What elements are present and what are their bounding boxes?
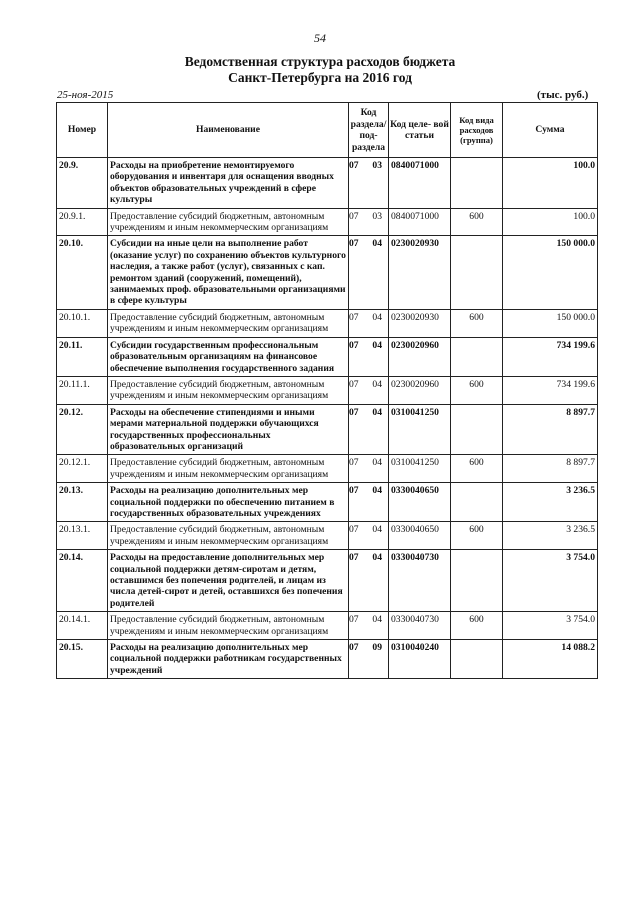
- table-row: [57, 612, 598, 640]
- row-article-code: 0840071000: [389, 158, 451, 209]
- row-section-code: [349, 455, 389, 483]
- row-sum: 150 000.0: [503, 236, 598, 309]
- row-sum: 3 754.0: [503, 550, 598, 612]
- row-section-code: [349, 208, 389, 236]
- table-row: [57, 208, 598, 236]
- podrazdel-code: 03: [372, 160, 382, 171]
- header-kind: Код вида расходов (группа): [451, 103, 503, 158]
- row-number: 20.11.1.: [57, 376, 108, 404]
- row-name: Расходы на реализацию дополнительных мер социальной поддержки работникам государственных учреждений: [108, 640, 349, 679]
- podrazdel-code: 04: [372, 339, 382, 351]
- row-kind-code: 600: [451, 522, 503, 550]
- table-row: [57, 550, 598, 612]
- row-section-code: [349, 376, 389, 404]
- row-section-code: [349, 158, 389, 209]
- header-article: Код целе- вой статьи: [389, 103, 451, 158]
- title-line-1: Ведомственная структура расходов бюджета: [184, 54, 456, 69]
- row-section-code: [349, 309, 389, 337]
- row-kind-code: 600: [451, 376, 503, 404]
- row-kind-code: 600: [451, 455, 503, 483]
- row-kind-code: [451, 337, 503, 376]
- podrazdel-code: 04: [372, 457, 382, 469]
- row-kind-code: 600: [451, 612, 503, 640]
- row-article-code: 0330040730: [389, 550, 451, 612]
- row-sum: 3 236.5: [503, 483, 598, 522]
- title-line-2: Санкт-Петербурга на 2016 год: [228, 70, 412, 85]
- row-kind-code: [451, 483, 503, 522]
- document-title: [0, 54, 640, 86]
- row-name: Расходы на приобретение немонтируемого оборудования и инвентаря для оснащения вводных объектов образовательных учреждений в сфере культуры: [108, 158, 349, 209]
- podrazdel-code: 04: [372, 378, 382, 390]
- row-section-code: [349, 522, 389, 550]
- row-name: Предоставление субсидий бюджетным, автономным учреждениям и иным некоммерческим организациям: [108, 309, 349, 337]
- document-date: 25-ноя-2015: [57, 89, 114, 101]
- row-kind-code: [451, 640, 503, 679]
- row-article-code: 0310041250: [389, 455, 451, 483]
- row-article-code: 0310041250: [389, 404, 451, 455]
- table-row: [57, 404, 598, 455]
- podrazdel-code: 09: [372, 642, 382, 654]
- row-number: 20.13.1.: [57, 522, 108, 550]
- table-row: [57, 455, 598, 483]
- row-name: Предоставление субсидий бюджетным, автономным учреждениям и иным некоммерческим организациям: [108, 612, 349, 640]
- row-article-code: 0330040730: [389, 612, 451, 640]
- podrazdel-code: 04: [372, 406, 382, 418]
- row-section-code: [349, 236, 389, 309]
- row-sum: 734 199.6: [503, 376, 598, 404]
- row-kind-code: 600: [451, 309, 503, 337]
- razdel-code: 07: [349, 524, 359, 536]
- razdel-code: 07: [349, 457, 359, 469]
- razdel-code: 07: [349, 311, 359, 323]
- podrazdel-code: 04: [372, 552, 382, 564]
- razdel-code: 07: [349, 339, 359, 351]
- row-name: Расходы на реализацию дополнительных мер социальной поддержки по обеспечению питанием в государственных образовательных учреждениях: [108, 483, 349, 522]
- table-row: [57, 337, 598, 376]
- table-row: [57, 158, 598, 209]
- row-name: Расходы на обеспечение стипендиями и иными мерами материальной поддержки обучающихся государственных профессиональных образовательных организаций: [108, 404, 349, 455]
- razdel-code: 07: [349, 406, 359, 418]
- row-number: 20.14.: [57, 550, 108, 612]
- row-sum: 100.0: [503, 208, 598, 236]
- row-name: Субсидии государственным профессиональным образовательным организациям на финансовое обеспечение выполнения государственного задания: [108, 337, 349, 376]
- row-sum: 8 897.7: [503, 455, 598, 483]
- table-row: [57, 640, 598, 679]
- row-number: 20.9.: [57, 158, 108, 209]
- row-article-code: 0330040650: [389, 483, 451, 522]
- row-number: 20.10.: [57, 236, 108, 309]
- table-row: [57, 522, 598, 550]
- row-article-code: 0330040650: [389, 522, 451, 550]
- budget-table: [56, 102, 598, 679]
- razdel-code: 07: [349, 642, 359, 654]
- row-section-code: [349, 640, 389, 679]
- row-name: Субсидии на иные цели на выполнение работ (оказание услуг) по сохранению объектов культурного наследия, а также работ (услуг), связанных с кап. ремонтом зданий (сооружений, помещений), занимаемых проф. образовательными организациями в сфере культуры: [108, 236, 349, 309]
- row-article-code: 0310040240: [389, 640, 451, 679]
- row-section-code: [349, 483, 389, 522]
- podrazdel-code: 04: [372, 311, 382, 323]
- table-row: [57, 236, 598, 309]
- row-sum: 734 199.6: [503, 337, 598, 376]
- row-number: 20.10.1.: [57, 309, 108, 337]
- razdel-code: 07: [349, 378, 359, 390]
- podrazdel-code: 04: [372, 238, 382, 250]
- row-sum: 150 000.0: [503, 309, 598, 337]
- table-header-row: [57, 103, 598, 158]
- header-sum: Сумма: [503, 103, 598, 158]
- row-sum: 3 236.5: [503, 522, 598, 550]
- row-name: Предоставление субсидий бюджетным, автономным учреждениям и иным некоммерческим организациям: [108, 522, 349, 550]
- row-name: Расходы на предоставление дополнительных мер социальной поддержки детям-сиротам и детям, оставшимся без попечения родителей, и лицам из числа детей-сирот и детей, оставшихся без попечения родителей: [108, 550, 349, 612]
- header-section: Код раздела/ под- раздела: [349, 103, 389, 158]
- table-row: [57, 483, 598, 522]
- row-number: 20.15.: [57, 640, 108, 679]
- row-article-code: 0230020960: [389, 337, 451, 376]
- row-sum: 3 754.0: [503, 612, 598, 640]
- header-name: Наименование: [108, 103, 349, 158]
- table-row: [57, 376, 598, 404]
- razdel-code: 07: [349, 485, 359, 497]
- row-name: Предоставление субсидий бюджетным, автономным учреждениям и иным некоммерческим организациям: [108, 376, 349, 404]
- podrazdel-code: 04: [372, 614, 382, 626]
- row-article-code: 0230020930: [389, 236, 451, 309]
- header-number: Номер: [57, 103, 108, 158]
- podrazdel-code: 03: [372, 210, 382, 222]
- row-sum: 8 897.7: [503, 404, 598, 455]
- row-number: 20.12.: [57, 404, 108, 455]
- razdel-code: 07: [349, 614, 359, 626]
- table-body: [57, 158, 598, 679]
- row-section-code: [349, 337, 389, 376]
- row-number: 20.13.: [57, 483, 108, 522]
- row-number: 20.11.: [57, 337, 108, 376]
- row-article-code: 0230020960: [389, 376, 451, 404]
- row-kind-code: [451, 158, 503, 209]
- units-label: (тыс. руб.): [537, 89, 589, 101]
- row-kind-code: [451, 404, 503, 455]
- row-article-code: 0230020930: [389, 309, 451, 337]
- row-name: Предоставление субсидий бюджетным, автономным учреждениям и иным некоммерческим организациям: [108, 208, 349, 236]
- razdel-code: 07: [349, 552, 359, 564]
- podrazdel-code: 04: [372, 485, 382, 497]
- row-section-code: [349, 612, 389, 640]
- table-row: [57, 309, 598, 337]
- row-sum: 14 088.2: [503, 640, 598, 679]
- row-kind-code: [451, 550, 503, 612]
- row-section-code: [349, 404, 389, 455]
- podrazdel-code: 04: [372, 524, 382, 536]
- razdel-code: 07: [349, 160, 359, 171]
- row-kind-code: 600: [451, 208, 503, 236]
- row-sum: 100.0: [503, 158, 598, 209]
- row-name: Предоставление субсидий бюджетным, автономным учреждениям и иным некоммерческим организациям: [108, 455, 349, 483]
- row-kind-code: [451, 236, 503, 309]
- razdel-code: 07: [349, 238, 359, 250]
- razdel-code: 07: [349, 210, 359, 222]
- row-section-code: [349, 550, 389, 612]
- row-number: 20.12.1.: [57, 455, 108, 483]
- row-number: 20.9.1.: [57, 208, 108, 236]
- page-number: 54: [314, 31, 326, 45]
- row-article-code: 0840071000: [389, 208, 451, 236]
- row-number: 20.14.1.: [57, 612, 108, 640]
